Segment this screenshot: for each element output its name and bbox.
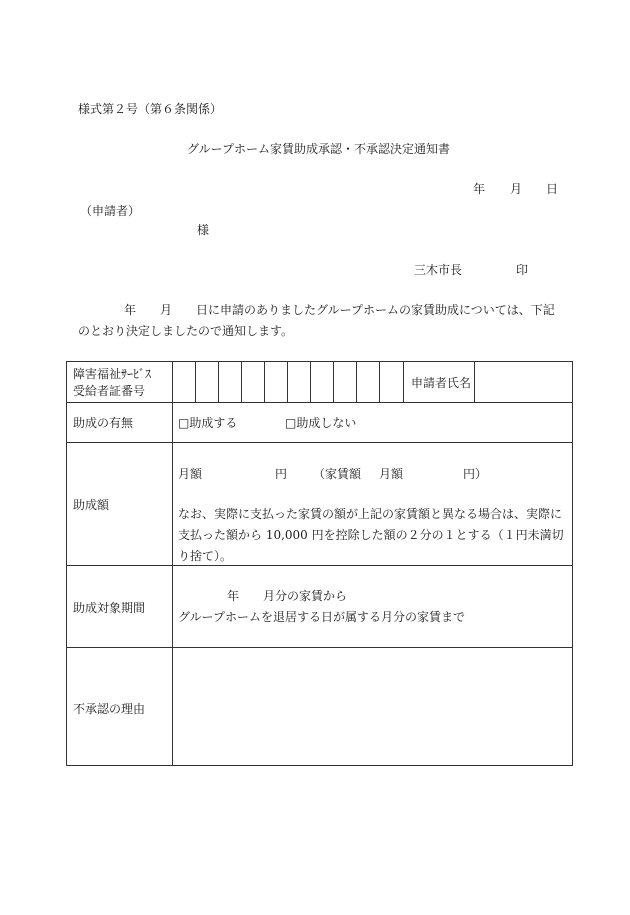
applicant-name-divider (474, 362, 475, 402)
period-start-label: 月分の家賃から (263, 589, 348, 603)
row-divider (67, 442, 572, 443)
issuer-mayor: 三木市長 (414, 263, 463, 277)
date-day-label: 日 (546, 182, 559, 196)
monthly-amount-label: 月額 (178, 467, 203, 481)
digit-box-divider (264, 362, 265, 402)
date-year-label: 年 (473, 182, 486, 196)
honorific-label: 様 (197, 223, 210, 237)
body-year-label: 年 (124, 303, 137, 317)
monthly-yen-label: 円 (275, 467, 288, 481)
digit-box-divider (195, 362, 196, 402)
seal-mark: 印 (516, 263, 529, 277)
digit-box-divider (379, 362, 380, 402)
digit-box-divider (241, 362, 242, 402)
recipient-cert-label-line2: 受給者証番号 (73, 384, 146, 398)
digit-box-divider (218, 362, 219, 402)
body-text-line1: 日に申請のありましたグループホームの家賃助成については、下記 (196, 303, 555, 317)
applicant-name-label: 申請者氏名 (411, 376, 472, 390)
rent-monthly-label: 月額 (379, 467, 404, 481)
subsidy-no-option: □助成しない (285, 416, 357, 430)
row-divider (67, 402, 572, 403)
applicant-label: （申請者） (80, 204, 141, 218)
rejection-reason-label: 不承認の理由 (73, 702, 146, 716)
recipient-cert-label-line1: 障害福祉ｻｰﾋﾞｽ (73, 367, 152, 381)
body-text-line2: のとおり決定しましたので通知します。 (78, 324, 294, 338)
date-month-label: 月 (510, 182, 523, 196)
digit-box-divider (356, 362, 357, 402)
subsidy-amount-label: 助成額 (73, 498, 110, 512)
subsidy-calculation-note: なお、実際に支払った家賃の額が上記の家賃額と異なる場合は、実際に支払った額から 10,000 円を控除した額の２分の１とする（１円未満切り捨て）。 (178, 507, 564, 563)
period-year-label: 年 (227, 589, 240, 603)
document-title: グループホーム家賃助成承認・不承認決定通知書 (187, 142, 451, 156)
period-end-label: グループホームを退居する日が属する月分の家賃まで (178, 610, 466, 624)
body-month-label: 月 (160, 303, 173, 317)
subsidy-yes-option: □助成する (178, 416, 238, 430)
digit-box-divider (333, 362, 334, 402)
decision-form-table (66, 361, 573, 766)
subsidy-status-label: 助成の有無 (73, 416, 134, 430)
digit-box-divider (403, 362, 404, 402)
rent-yen-label: 円） (463, 467, 488, 481)
label-column-divider (172, 362, 173, 766)
rent-amount-label: （家賃額 (313, 467, 362, 481)
subsidy-period-label: 助成対象期間 (73, 601, 146, 615)
row-divider (67, 647, 572, 648)
form-number: 様式第２号（第６条関係） (78, 102, 223, 116)
digit-box-divider (310, 362, 311, 402)
digit-box-divider (287, 362, 288, 402)
